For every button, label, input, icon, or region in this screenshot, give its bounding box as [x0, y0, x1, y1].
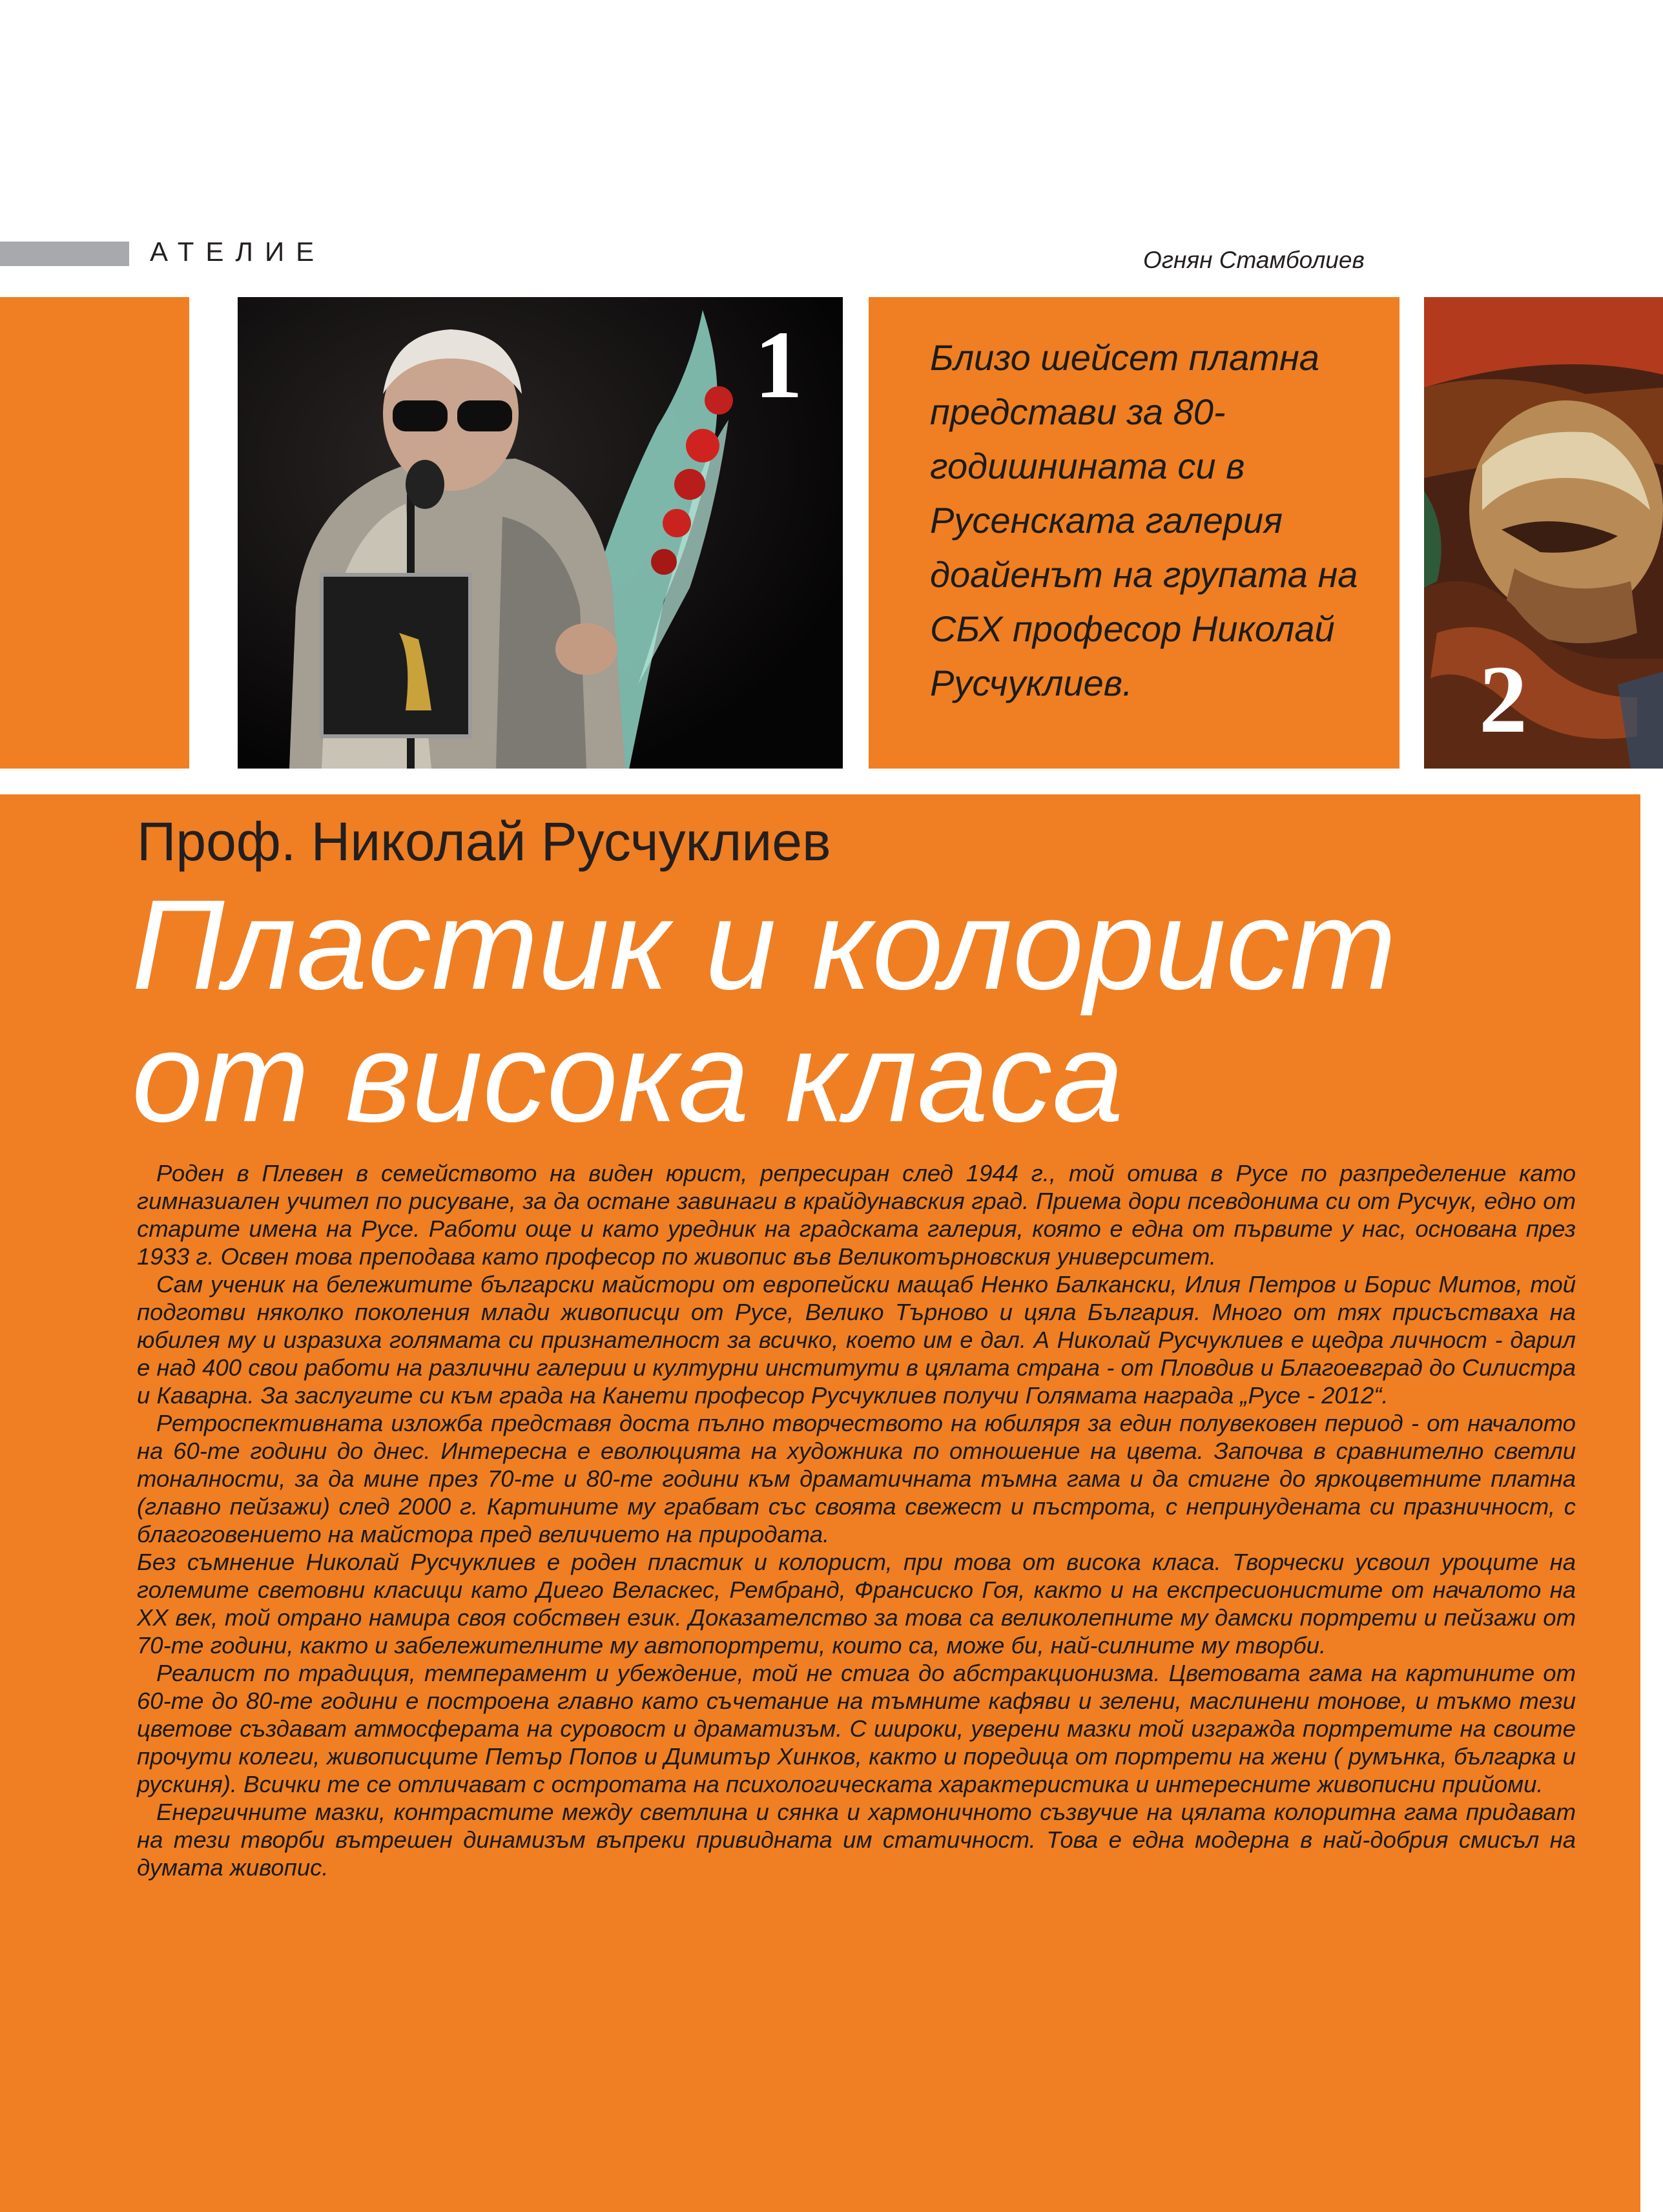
- article-body: [137, 1159, 1576, 1881]
- photo-2-illustration: [1424, 297, 1663, 769]
- article-paragraph: Реалист по традиция, темперамент и убеждение, той не стига до абстракционизма. Цветовата гама на картините от 60-те до 80-те години е построена главно като съчетание на тъмните кафяви и зелени, маслинени тонове, и тъкмо тези цветове създават атмосферата на суровост и драматизъм. С широки, уверени мазки той изгражда портретите на своите прочути колеги, живописците Петър Попов и Димитър Хинков, както и поредица от портрети на жени ( румънка, българка и рускиня). Всички те се отличават с остротата на психологическата характеристика и интересните живописни прийоми.: [137, 1660, 1576, 1797]
- article-paragraph: Ретроспективната изложба представя доста пълно творчеството на юбиляря за един полувековен период - от началото на 60-те години до днес. Интересна е еволюцията на художника по отношение на цвета. Започва в сравнително светли тоналности, за да мине през 70-те и 80-те години към драматичната тъмна гама и да стигне до яркоцветните платна (главно пейзажи) след 2000 г. Картините му грабват със своята свежест и пъстрота, с непринудената си празничност, с благоговението на майстора пред величието на природата.: [137, 1410, 1576, 1547]
- article-paragraph: Без съмнение Николай Русчуклиев е роден пластик и колорист, при това от висока класа. Творчески усвоил уроците на големите световни класици като Диего Веласкес, Рембранд, Франсиско Гоя, както и на експресионистите от началото на XX век, той отрано намира своя собствен език. Доказателство за това са великолепните му дамски портрети и пейзажи от 70-те години, както и забележителните му автопортрети, които са, може би, най-силните му творби.: [137, 1549, 1576, 1659]
- author-name: Огнян Стамболиев: [1143, 247, 1365, 273]
- article-title: [132, 873, 1397, 1148]
- article-title-line-1: Пластик и колорист: [132, 873, 1397, 1016]
- photo-2-painting: [1424, 297, 1663, 769]
- decorative-orange-block: [0, 297, 189, 769]
- article-paragraph: Енергичните мазки, контрастите между светлина и сянка и хармоничното съзвучие на цялата колоритна гама придават на тези творби вътрешен динамизъм въпреки привидната им статичност. Това е една модерна в най-добрия смисъл на думата живопис.: [137, 1799, 1576, 1881]
- pull-quote-text: Близо шейсет платна представи за 80-годишнината си в Русенската галерия доайенът на групата на СБХ професор Николай Русчуклиев.: [930, 337, 1358, 703]
- article-subtitle: Проф. Николай Русчуклиев: [137, 811, 831, 872]
- photo-1-illustration: [238, 297, 843, 769]
- article-title-line-2: от висока класа: [132, 1006, 1124, 1148]
- article-paragraph: Роден в Плевен в семейството на виден юрист, репресиран след 1944 г., той отива в Русе по разпределение като гимназиален учител по рисуване, за да остане завинаги в крайдунавския град. Приема дори псевдонима си от Русчук, едно от старите имена на Русе. Работи още и като уредник на градската галерия, която е една от първите у нас, основана през 1933 г. Освен това преподава като професор по живопис във Великотърновския университет.: [137, 1160, 1576, 1270]
- pull-quote-box: [869, 297, 1400, 769]
- section-bar: [0, 242, 129, 266]
- photo-2-number: 2: [1479, 646, 1527, 753]
- photo-1: [238, 297, 843, 769]
- section-label: АТЕЛИЕ: [150, 236, 326, 267]
- photo-1-number: 1: [754, 311, 803, 419]
- article-paragraph: Сам ученик на бележитите български майстори от европейски мащаб Ненко Балкански, Илия Петров и Борис Митов, той подготви няколко поколения млади живописци от Русе, Велико Търново и цяла България. Много от тях присъстваха на юбилея му и изразиха голямата си признателност за всичко, което им е дал. А Николай Русчуклиев е щедра личност - дарил е над 400 свои работи на различни галерии и културни институти в цялата страна - от Пловдив и Благоевград до Силистра и Каварна. За заслугите си към града на Канети професор Русчуклиев получи Голямата награда „Русе - 2012“.: [137, 1271, 1576, 1409]
